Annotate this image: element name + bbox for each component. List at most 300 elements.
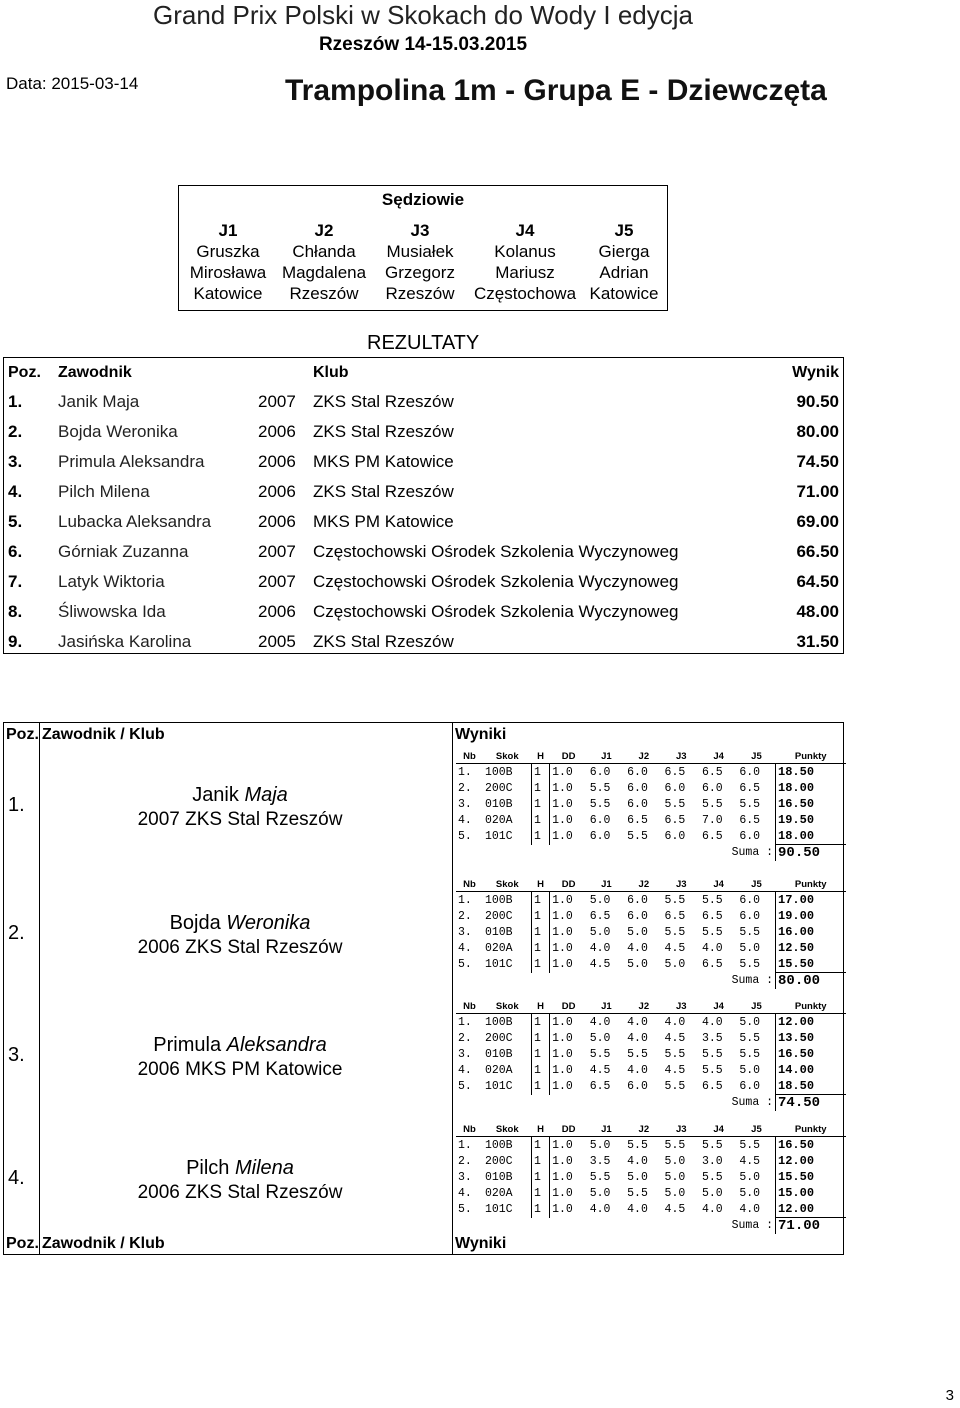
- dive-cell: 3.: [458, 1170, 472, 1184]
- results-table: [3, 357, 844, 654]
- dive-cell: 5.5: [664, 893, 686, 907]
- dives-col-header: J4: [700, 750, 737, 764]
- judge-city: Rzeszów: [289, 284, 359, 303]
- dive-cell: 5.5: [664, 797, 686, 811]
- dive-cell: 6.0: [627, 1079, 648, 1093]
- results-label: REZULTATY: [367, 332, 480, 354]
- dive-cell: 1.0: [552, 1031, 573, 1045]
- dive-row: [456, 1062, 846, 1078]
- dives-col-header: J3: [663, 1123, 700, 1137]
- dive-cell: 4.5: [739, 1154, 761, 1168]
- dive-cell: 1.0: [552, 1170, 573, 1184]
- result-year: 2006: [258, 422, 296, 441]
- result-year: 2007: [258, 392, 296, 411]
- dive-cell: 5.: [458, 1079, 472, 1093]
- result-rank: 3.: [8, 452, 23, 471]
- result-row: [4, 542, 843, 572]
- dives-col-header: H: [532, 878, 550, 892]
- judge-id: J3: [410, 221, 430, 240]
- result-row: [4, 572, 843, 602]
- dive-cell: 1.0: [552, 1138, 573, 1152]
- dive-cell: 4.0: [627, 1154, 648, 1168]
- dive-row: [456, 1030, 846, 1046]
- dive-cell: 4.0: [701, 941, 723, 955]
- dive-row: [456, 956, 846, 973]
- result-score: 66.50: [796, 542, 839, 561]
- dive-row: [456, 1014, 846, 1031]
- athlete-name: [40, 1034, 440, 1057]
- athlete-club: 2006 MKS PM Katowice: [137, 1059, 343, 1080]
- sum-row: [456, 1095, 846, 1112]
- dives-col-header: Skok: [483, 750, 532, 764]
- dives-col-header: J3: [663, 750, 700, 764]
- dive-cell: 5.5: [701, 925, 723, 939]
- result-club: Częstochowski Ośrodek Szkolenia Wyczynoweg: [313, 572, 679, 591]
- detail-table: [3, 722, 844, 1255]
- dives-col-header: J1: [588, 878, 625, 892]
- judge-id: J4: [515, 221, 535, 240]
- dive-cell: 6.0: [739, 893, 761, 907]
- dive-row: [456, 1185, 846, 1201]
- dives-col-header: J2: [625, 1123, 662, 1137]
- dive-cell: 5.0: [627, 925, 648, 939]
- dive-cell: 6.5: [589, 1079, 611, 1093]
- dive-cell: 6.0: [739, 829, 761, 843]
- result-row: [4, 602, 843, 632]
- athlete-name: [40, 1157, 440, 1180]
- dives-table: [456, 750, 846, 861]
- results-header-score: Wynik: [792, 364, 839, 381]
- dives-col-header: J1: [588, 1000, 625, 1014]
- dive-cell: 020A: [484, 813, 513, 827]
- competition-subtitle: Rzeszów 14-15.03.2015: [318, 34, 528, 55]
- dive-cell: 2.: [458, 909, 472, 923]
- dive-cell: 12.00: [776, 1014, 846, 1031]
- dive-cell: 1.0: [552, 1015, 573, 1029]
- dive-cell: 100B: [484, 1138, 513, 1152]
- dive-cell: 5.0: [589, 1031, 611, 1045]
- dive-cell: 7.0: [701, 813, 723, 827]
- dive-cell: 1: [532, 1030, 550, 1046]
- result-rank: 1.: [8, 392, 23, 411]
- dive-cell: 3.5: [701, 1031, 723, 1045]
- dive-cell: 5.5: [589, 781, 611, 795]
- result-club: MKS PM Katowice: [313, 512, 454, 531]
- result-club: MKS PM Katowice: [313, 452, 454, 471]
- dive-cell: 5.0: [739, 941, 761, 955]
- judge-j4: [469, 220, 581, 304]
- dive-cell: 4.0: [664, 1015, 686, 1029]
- athlete-surname: Pilch: [186, 1157, 230, 1179]
- result-row: [4, 482, 843, 512]
- dives-col-header: J5: [737, 1123, 775, 1137]
- dive-cell: 1.0: [552, 893, 573, 907]
- dive-cell: 5.5: [701, 1047, 723, 1061]
- event-title: Trampolina 1m - Grupa E - Dziewczęta: [285, 74, 827, 107]
- dive-cell: 5.5: [739, 1047, 761, 1061]
- dive-cell: 18.50: [776, 1078, 846, 1095]
- dive-cell: 6.5: [701, 957, 723, 971]
- judge-surname: Gruszka: [196, 242, 260, 261]
- dive-cell: 3.: [458, 925, 472, 939]
- dive-cell: 1.0: [552, 1063, 573, 1077]
- dive-cell: 6.5: [664, 813, 686, 827]
- dives-col-header: DD: [550, 1000, 588, 1014]
- dive-cell: 5.0: [739, 1170, 761, 1184]
- dives-col-header: J2: [625, 750, 662, 764]
- dive-cell: 4.: [458, 813, 472, 827]
- dive-cell: 5.: [458, 957, 472, 971]
- dive-cell: 1.0: [552, 829, 573, 843]
- dives-col-header: H: [532, 1000, 550, 1014]
- dive-cell: 1.: [458, 1015, 472, 1029]
- dive-cell: 1.0: [552, 925, 573, 939]
- judge-j2: [277, 220, 371, 304]
- dive-cell: 13.50: [776, 1030, 846, 1046]
- sum-label: Suma :: [731, 974, 774, 988]
- dive-cell: 5.0: [739, 1186, 761, 1200]
- sum-row: [456, 1218, 846, 1235]
- dive-cell: 1: [532, 796, 550, 812]
- dive-cell: 5.5: [664, 1047, 686, 1061]
- dive-cell: 1.0: [552, 1186, 573, 1200]
- result-name: Śliwowska Ida: [58, 602, 166, 621]
- dive-cell: 200C: [484, 909, 513, 923]
- athlete-place: 3.: [8, 1044, 25, 1066]
- dive-cell: 16.50: [776, 1137, 846, 1154]
- dive-cell: 5.5: [627, 1186, 648, 1200]
- dive-cell: 15.50: [776, 956, 846, 973]
- dive-cell: 6.0: [627, 781, 648, 795]
- dive-cell: 4.5: [664, 941, 686, 955]
- dive-cell: 5.5: [739, 797, 761, 811]
- dive-cell: 5.0: [664, 1170, 686, 1184]
- sum-label: Suma :: [731, 1096, 774, 1110]
- result-year: 2005: [258, 632, 296, 651]
- dive-cell: 6.0: [627, 797, 648, 811]
- dive-cell: 4.: [458, 1063, 472, 1077]
- dive-row: [456, 1169, 846, 1185]
- athlete-firstname: Maja: [244, 784, 288, 806]
- dive-row: [456, 1153, 846, 1169]
- dive-cell: 5.5: [701, 893, 723, 907]
- dive-cell: 010B: [484, 1170, 513, 1184]
- detail-header-results: Wyniki: [455, 726, 507, 743]
- dive-cell: 4.0: [589, 941, 611, 955]
- dive-cell: 6.0: [589, 829, 611, 843]
- dive-cell: 4.0: [627, 941, 648, 955]
- result-rank: 5.: [8, 512, 23, 531]
- dive-row: [456, 908, 846, 924]
- dive-cell: 100B: [484, 893, 513, 907]
- dive-cell: 14.00: [776, 1062, 846, 1078]
- dives-col-header: Nb: [456, 1123, 483, 1137]
- judge-j1: [181, 220, 275, 304]
- dive-cell: 4.5: [664, 1031, 686, 1045]
- dives-col-header: J3: [663, 878, 700, 892]
- dive-cell: 4.0: [627, 1063, 648, 1077]
- dive-cell: 6.0: [627, 909, 648, 923]
- dive-cell: 1: [532, 1201, 550, 1218]
- dive-cell: 010B: [484, 1047, 513, 1061]
- dive-row: [456, 780, 846, 796]
- dive-cell: 010B: [484, 925, 513, 939]
- judge-city: Częstochowa: [473, 284, 577, 303]
- dive-cell: 18.00: [776, 828, 846, 845]
- dive-cell: 1: [532, 1062, 550, 1078]
- result-year: 2007: [258, 542, 296, 561]
- judge-surname: Musiałek: [386, 242, 454, 261]
- athlete-surname: Primula: [153, 1034, 222, 1056]
- dives-col-header: J3: [663, 1000, 700, 1014]
- dive-cell: 2.: [458, 1154, 472, 1168]
- dive-cell: 5.5: [739, 1031, 761, 1045]
- dive-cell: 4.0: [589, 1202, 611, 1216]
- dives-col-header: H: [532, 750, 550, 764]
- judge-name: Adrian: [599, 263, 649, 282]
- dive-cell: 3.5: [589, 1154, 611, 1168]
- dive-cell: 1: [532, 908, 550, 924]
- dives-col-header: Nb: [456, 1000, 483, 1014]
- dive-cell: 5.0: [589, 1138, 611, 1152]
- dives-table: [456, 1123, 846, 1234]
- result-club: ZKS Stal Rzeszów: [313, 392, 454, 411]
- dive-cell: 1: [532, 1153, 550, 1169]
- dive-cell: 1: [532, 1185, 550, 1201]
- dives-col-header: H: [532, 1123, 550, 1137]
- dive-cell: 6.0: [664, 829, 686, 843]
- result-name: Bojda Weronika: [58, 422, 178, 441]
- athlete-surname: Janik: [192, 784, 239, 806]
- dive-cell: 5.5: [739, 1138, 761, 1152]
- dives-col-header: J1: [588, 1123, 625, 1137]
- dive-cell: 6.0: [739, 1079, 761, 1093]
- result-row: [4, 392, 843, 422]
- dive-row: [456, 924, 846, 940]
- dive-cell: 1: [532, 812, 550, 828]
- detail-header-athlete: Zawodnik / Klub: [42, 726, 165, 743]
- athlete-firstname: Aleksandra: [226, 1034, 327, 1056]
- dive-cell: 1: [532, 1078, 550, 1095]
- detail-header-pos: Poz.: [6, 726, 39, 743]
- detail-footer-pos: Poz.: [6, 1235, 39, 1252]
- results-header-club: Klub: [313, 364, 349, 381]
- judge-name: Grzegorz: [385, 263, 455, 282]
- dive-row: [456, 764, 846, 781]
- result-rank: 9.: [8, 632, 23, 651]
- result-year: 2007: [258, 572, 296, 591]
- result-score: 71.00: [796, 482, 839, 501]
- dive-cell: 5.5: [701, 1170, 723, 1184]
- dive-cell: 5.5: [589, 1170, 611, 1184]
- athlete-place: 1.: [8, 794, 25, 816]
- dive-cell: 5.5: [739, 925, 761, 939]
- athlete-club: 2007 ZKS Stal Rzeszów: [137, 809, 343, 830]
- result-score: 74.50: [796, 452, 839, 471]
- result-name: Primula Aleksandra: [58, 452, 205, 471]
- dive-cell: 3.0: [701, 1154, 723, 1168]
- judge-city: Katowice: [589, 284, 659, 303]
- dive-cell: 18.50: [776, 764, 846, 781]
- dive-row: [456, 1137, 846, 1154]
- dive-cell: 5.5: [627, 829, 648, 843]
- dive-cell: 5.5: [664, 1079, 686, 1093]
- dive-cell: 5.5: [701, 797, 723, 811]
- judge-j5: [583, 220, 665, 304]
- sum-value: 74.50: [776, 1095, 846, 1112]
- dive-cell: 6.0: [627, 893, 648, 907]
- dive-cell: 6.5: [664, 909, 686, 923]
- dive-cell: 6.5: [589, 909, 611, 923]
- dive-cell: 5.0: [664, 1186, 686, 1200]
- dive-cell: 5.5: [739, 957, 761, 971]
- result-rank: 4.: [8, 482, 23, 501]
- dive-cell: 5.5: [664, 925, 686, 939]
- dive-cell: 5.5: [627, 1047, 648, 1061]
- judge-name: Magdalena: [281, 263, 367, 282]
- result-score: 48.00: [796, 602, 839, 621]
- dive-cell: 6.0: [739, 765, 761, 779]
- dive-row: [456, 892, 846, 909]
- dives-col-header: Skok: [483, 1123, 532, 1137]
- event-date: Data: 2015-03-14: [6, 74, 139, 93]
- dive-cell: 6.0: [664, 781, 686, 795]
- dive-cell: 100B: [484, 765, 513, 779]
- detail-footer-athlete: Zawodnik / Klub: [42, 1235, 165, 1252]
- sum-row: [456, 845, 846, 862]
- result-row: [4, 632, 843, 662]
- judges-heading: Sędziowie: [381, 190, 465, 209]
- result-rank: 6.: [8, 542, 23, 561]
- athlete-place: 2.: [8, 922, 25, 944]
- dive-cell: 15.50: [776, 1169, 846, 1185]
- result-score: 69.00: [796, 512, 839, 531]
- sum-value: 71.00: [776, 1218, 846, 1235]
- judges-panel: [178, 185, 668, 311]
- dive-cell: 1: [532, 828, 550, 845]
- dive-cell: 101C: [484, 957, 513, 971]
- dives-col-header: J4: [700, 1123, 737, 1137]
- sum-row: [456, 973, 846, 990]
- result-name: Górniak Zuzanna: [58, 542, 189, 561]
- sum-value: 90.50: [776, 845, 846, 862]
- dive-cell: 5.5: [589, 797, 611, 811]
- judge-name: Mirosława: [189, 263, 267, 282]
- dive-cell: 5.5: [627, 1138, 648, 1152]
- dive-cell: 6.5: [664, 765, 686, 779]
- dive-cell: 101C: [484, 1202, 513, 1216]
- dive-cell: 3.: [458, 797, 472, 811]
- dive-cell: 200C: [484, 1031, 513, 1045]
- dive-cell: 5.0: [739, 1015, 761, 1029]
- divider: [452, 723, 453, 1254]
- dive-cell: 6.0: [627, 765, 648, 779]
- dive-cell: 4.5: [589, 1063, 611, 1077]
- dive-cell: 5.: [458, 1202, 472, 1216]
- result-year: 2006: [258, 452, 296, 471]
- dive-cell: 1: [532, 956, 550, 973]
- result-score: 31.50: [796, 632, 839, 651]
- dives-col-header: Nb: [456, 750, 483, 764]
- dive-cell: 16.50: [776, 1046, 846, 1062]
- dive-cell: 4.0: [739, 1202, 761, 1216]
- dive-row: [456, 940, 846, 956]
- dive-cell: 1.0: [552, 1202, 573, 1216]
- dive-row: [456, 812, 846, 828]
- result-score: 80.00: [796, 422, 839, 441]
- judge-name: Mariusz: [495, 263, 555, 282]
- dive-cell: 5.5: [701, 1063, 723, 1077]
- dive-cell: 1.0: [552, 765, 573, 779]
- dive-cell: 1: [532, 924, 550, 940]
- dive-row: [456, 828, 846, 845]
- dive-cell: 6.5: [739, 813, 761, 827]
- athlete-club: 2006 ZKS Stal Rzeszów: [137, 1182, 343, 1203]
- sum-label: Suma :: [731, 1219, 774, 1233]
- athlete-firstname: Milena: [235, 1157, 294, 1179]
- dive-cell: 1.0: [552, 1079, 573, 1093]
- dive-cell: 6.5: [627, 813, 648, 827]
- dive-cell: 1: [532, 940, 550, 956]
- dive-row: [456, 1046, 846, 1062]
- dives-table: [456, 878, 846, 989]
- dive-cell: 18.00: [776, 780, 846, 796]
- dive-cell: 6.5: [701, 909, 723, 923]
- dive-cell: 4.0: [627, 1202, 648, 1216]
- dive-cell: 5.0: [664, 957, 686, 971]
- judge-city: Katowice: [193, 284, 263, 303]
- page-number: 3: [945, 1387, 954, 1404]
- dive-cell: 100B: [484, 1015, 513, 1029]
- results-header-pos: Poz.: [8, 364, 41, 381]
- dives-col-header: J4: [700, 1000, 737, 1014]
- result-club: Częstochowski Ośrodek Szkolenia Wyczynoweg: [313, 542, 679, 561]
- dive-cell: 4.: [458, 1186, 472, 1200]
- dive-cell: 6.5: [739, 781, 761, 795]
- dive-cell: 4.0: [627, 1015, 648, 1029]
- result-year: 2006: [258, 482, 296, 501]
- dive-cell: 6.0: [589, 765, 611, 779]
- dive-cell: 5.5: [589, 1047, 611, 1061]
- dive-cell: 200C: [484, 781, 513, 795]
- result-name: Janik Maja: [58, 392, 140, 411]
- dive-cell: 1.0: [552, 909, 573, 923]
- dive-cell: 1.0: [552, 781, 573, 795]
- dive-cell: 1: [532, 1046, 550, 1062]
- dive-cell: 6.5: [701, 1079, 723, 1093]
- dive-cell: 020A: [484, 1063, 513, 1077]
- result-rank: 8.: [8, 602, 23, 621]
- dive-cell: 1.: [458, 1138, 472, 1152]
- result-row: [4, 512, 843, 542]
- dives-col-header: Skok: [483, 1000, 532, 1014]
- dives-col-header: J5: [737, 878, 775, 892]
- result-name: Jasińska Karolina: [58, 632, 192, 651]
- dives-col-header: Punkty: [776, 878, 846, 892]
- athlete-name: [40, 912, 440, 935]
- dive-cell: 5.: [458, 829, 472, 843]
- dive-cell: 101C: [484, 1079, 513, 1093]
- dive-cell: 15.00: [776, 1185, 846, 1201]
- dive-cell: 1.0: [552, 1154, 573, 1168]
- dive-cell: 020A: [484, 1186, 513, 1200]
- dive-cell: 5.0: [589, 925, 611, 939]
- dive-cell: 1: [532, 780, 550, 796]
- dive-cell: 4.5: [664, 1202, 686, 1216]
- dives-col-header: Punkty: [776, 750, 846, 764]
- dives-col-header: J5: [737, 1000, 775, 1014]
- dive-cell: 1.0: [552, 957, 573, 971]
